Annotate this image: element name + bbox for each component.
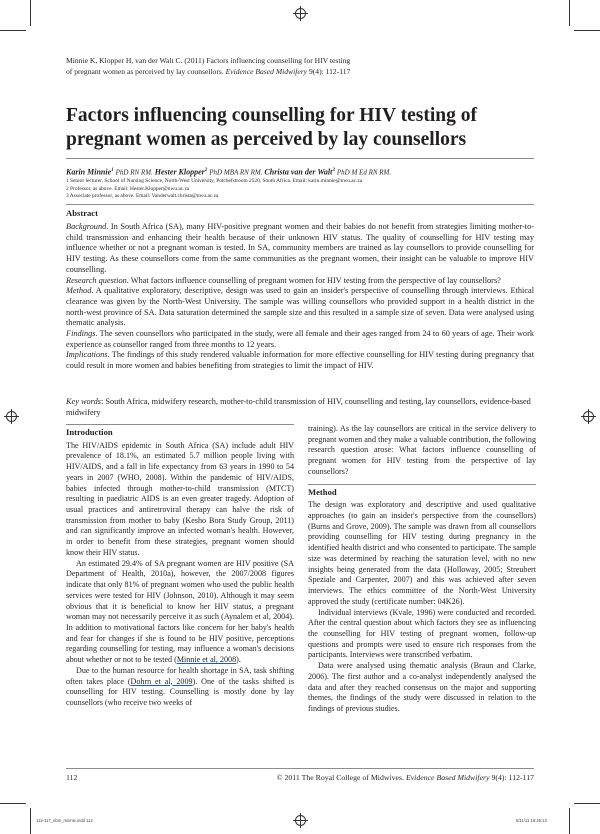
body-paragraph bbox=[66, 559, 294, 666]
divider bbox=[66, 158, 534, 159]
abstract-implications bbox=[66, 350, 534, 371]
abstract-label: Method bbox=[66, 286, 92, 296]
running-head bbox=[66, 55, 536, 77]
copyright bbox=[277, 773, 534, 782]
abstract-method bbox=[66, 286, 534, 329]
keywords-text: : South Africa, midwifery research, mother-to-child transmission of HIV, counselling and testing, lay counsellors, evidence-based midwifery bbox=[66, 397, 531, 417]
keywords-label: Key words bbox=[66, 397, 101, 406]
running-head-line1: Minnie K, Klopper H, van der Walt C. (2011) Factors influencing counselling for HIV testing bbox=[66, 56, 351, 65]
registration-mark-icon bbox=[583, 411, 594, 422]
crop-mark bbox=[569, 0, 570, 26]
author-credentials: PhD MBA RN RM. bbox=[209, 168, 263, 177]
registration-mark-icon bbox=[295, 8, 306, 19]
paragraph-text: Due to the human resource for health shortage in SA, task shifting often takes place ( bbox=[66, 665, 294, 686]
author-name: Hester Klopper bbox=[154, 167, 205, 177]
divider bbox=[66, 768, 534, 769]
copyright-volume: 9(4): 112-117 bbox=[489, 773, 534, 782]
copyright-text: © 2011 The Royal College of Midwives. bbox=[276, 773, 406, 782]
body-paragraph: Data were analysed using thematic analysis (Braun and Clarke, 2006). The first author and a co-analyst independently analysed the data and after they reached consensus on the major and supporting themes, the findings of the study were discussed in relation to the findings of previous studies. bbox=[308, 661, 536, 713]
paragraph-text: ). bbox=[236, 655, 241, 665]
running-head-line2 bbox=[66, 66, 536, 77]
running-head-journal: Evidence Based Midwifery bbox=[225, 67, 308, 76]
abstract-label: Findings bbox=[66, 329, 96, 339]
right-column bbox=[308, 424, 536, 715]
author-sup: 2 bbox=[204, 168, 208, 173]
citation-link[interactable]: Dohrn et al, 2009 bbox=[130, 676, 193, 686]
paragraph-text: An estimated 29.4% of SA pregnant women are HIV positive (SA Department of Health, 2010a), however, the 2007/2008 figures indicate that only 81% of pregnant women who used the public health services were tested for HIV (Johnson, 2010). Although it may seem obvious that it is beneficial to know her HIV status, a pregnant woman may not necessarily perceive it as such (Aynalem et al, 2004). In addition to motivational factors like concern for her baby's health and fear for changes if she is found to be HIV positive, perceptions regarding counselling for testing, may influence a woman's decisions about whether or not to be tested ( bbox=[66, 558, 294, 665]
registration-mark-icon bbox=[295, 815, 306, 826]
citation-link[interactable]: Minnie et al, 2008 bbox=[176, 655, 237, 665]
print-slug-date: 5/11/11 16:25:13 bbox=[516, 818, 547, 823]
crop-mark bbox=[569, 808, 570, 834]
body-paragraph: training). As the lay counsellors are critical in the service delivery to pregnant women and they make a valuable contribution, the following research question arose: What factors influence counselling of pregnant women for HIV testing from the perspective of lay counsellors? bbox=[308, 424, 536, 476]
crop-mark bbox=[574, 803, 600, 804]
author-credentials: PhD RN RM. bbox=[115, 168, 153, 177]
author-credentials: PhD M Ed RN RM. bbox=[336, 168, 392, 177]
crop-mark bbox=[574, 30, 600, 31]
abstract-text: . In South Africa (SA), many HIV-positive pregnant women and their babies do not benefit from strategies limiting mother-to-child transmission and enhancing their health because of their unknown HIV status. The quality of counselling for HIV testing may influence whether or not a pregnant woman is tested. In SA, community members are trained as lay counsellors to provide counselling for HIV testing. As these counsellors come from the same communities as the pregnant women, their insight can be valuable to improve HIV counselling. bbox=[66, 222, 534, 274]
abstract-label: Implications bbox=[66, 350, 108, 360]
abstract-text: . What factors influence counselling of pregnant women for HIV testing from the perspective of lay counsellors? bbox=[126, 275, 501, 285]
body-paragraph: The design was exploratory and descriptive and used qualitative approaches (to gain an insider's perspective from the counsellors) (Burns and Grove, 2009). The sample was drawn from all counsellors providing counselling for HIV testing during pregnancy in the identified health district and who consented to participate. The sample size was determined by reaching the saturation level, with no new insights being generated from the data (Holloway, 2005; Streubert Speziale and Carpenter, 2007) and this was achieved after seven interviews. The ethics committee of the North-West University approved the study (certificate number: 04K26). bbox=[308, 500, 536, 606]
section-heading-introduction: Introduction bbox=[66, 424, 294, 438]
crop-mark bbox=[30, 808, 31, 834]
left-column bbox=[66, 424, 294, 709]
running-head-citation: of pregnant women as perceived by lay counsellors. bbox=[66, 67, 226, 76]
crop-mark bbox=[0, 30, 26, 31]
abstract-research-question bbox=[66, 276, 534, 287]
affiliation: 1 Senior lecturer, School of Nursing Science, North-West University, Potchefstroom 2520, South Africa. Email: karin.minnie@nwu.ac.za bbox=[66, 178, 363, 184]
copyright-journal: Evidence Based Midwifery bbox=[405, 773, 490, 782]
abstract-background bbox=[66, 222, 534, 276]
author-sup: 3 bbox=[332, 168, 335, 173]
abstract-findings bbox=[66, 329, 534, 350]
body-paragraph: Individual interviews (Kvale, 1996) were conducted and recorded. After the central question about which factors they see as influencing the counselling for HIV testing of pregnant women, follow-up questions and prompts were used to ensure rich responses from the participants. Interviews were transcribed verbatim. bbox=[308, 607, 536, 660]
body-paragraph: The HIV/AIDS epidemic in South Africa (SA) include adult HIV prevalence of 18.1%, an estimated 5.7 million people living with HIV/AIDS, and a fall in life expectancy from 63 years in 1990 to 54 years in 2007 (WHO, 2008). Within the pandemic of HIV/AIDS, babies infected through mother-to-child transmission (MTCT) resulting in paediatric AIDS is an even greater tragedy. Adoption of usual practices and antiretroviral therapy can halve the risk of transmission from mother to baby (Kesho Bora Study Group, 2011) and can significantly improve an infected woman's health. However, in order to benefit from these strategies, pregnant women should know their HIV status. bbox=[66, 440, 294, 557]
abstract-text: . A qualitative exploratory, descriptive, design was used to gain an insider's perspective of counselling through interviews. Ethical clearance was given by the North-West University. The sample was willing counsellors who provided support in a health district in the north-west province of SA. Data saturation determined the sample size and this resulted in a sample size of seven. Data were analysed using thematic analysis. bbox=[66, 286, 534, 328]
author-line bbox=[66, 165, 534, 179]
abstract-body bbox=[66, 222, 534, 372]
author-name: Karin Minnie bbox=[66, 167, 112, 177]
keywords bbox=[66, 397, 534, 418]
registration-mark-icon bbox=[6, 411, 17, 422]
author-sup: 1 bbox=[111, 168, 114, 173]
abstract-text: . The findings of this study rendered valuable information for more effective counselling for HIV testing during pregnancy that could result in more women and babies benefiting from strategies to limit the impact of HIV. bbox=[66, 350, 534, 371]
affiliation: 2 Professor, as above. Email: Hester.Klopper@nwu.ac.za bbox=[66, 185, 190, 192]
abstract-text: . The seven counsellors who participated in the study, were all female and their ages ranged from 24 to 60 years of age. Their work experience as counsellor ranged from three months to 12 years. bbox=[66, 329, 534, 349]
crop-mark bbox=[0, 803, 26, 804]
affiliation: 3 Associate professor, as above. Email: Vanderwalt.christa@nwu.ac.za bbox=[66, 193, 219, 200]
body-paragraph bbox=[66, 666, 294, 709]
section-heading-method: Method bbox=[308, 484, 536, 498]
crop-mark bbox=[30, 0, 31, 26]
print-slug-file: 112-117_ebm_minnie.indd 112 bbox=[36, 818, 93, 823]
paragraph-text: ). One of the tasks shifted is counselling for HIV testing. Counselling is mostly done by lay counsellors (who receive two weeks of bbox=[66, 676, 294, 707]
abstract-label: Research question bbox=[66, 275, 127, 285]
page-number: 112 bbox=[66, 773, 78, 782]
running-head-volume: 9(4): 112-117 bbox=[307, 67, 351, 76]
author-name: Christa van der Walt bbox=[264, 167, 333, 177]
article-title: Factors influencing counselling for HIV testing of pregnant women as perceived by lay counsellors bbox=[66, 105, 477, 150]
abstract-label: Background bbox=[66, 222, 107, 231]
divider bbox=[66, 204, 534, 205]
abstract-heading: Abstract bbox=[66, 208, 98, 218]
